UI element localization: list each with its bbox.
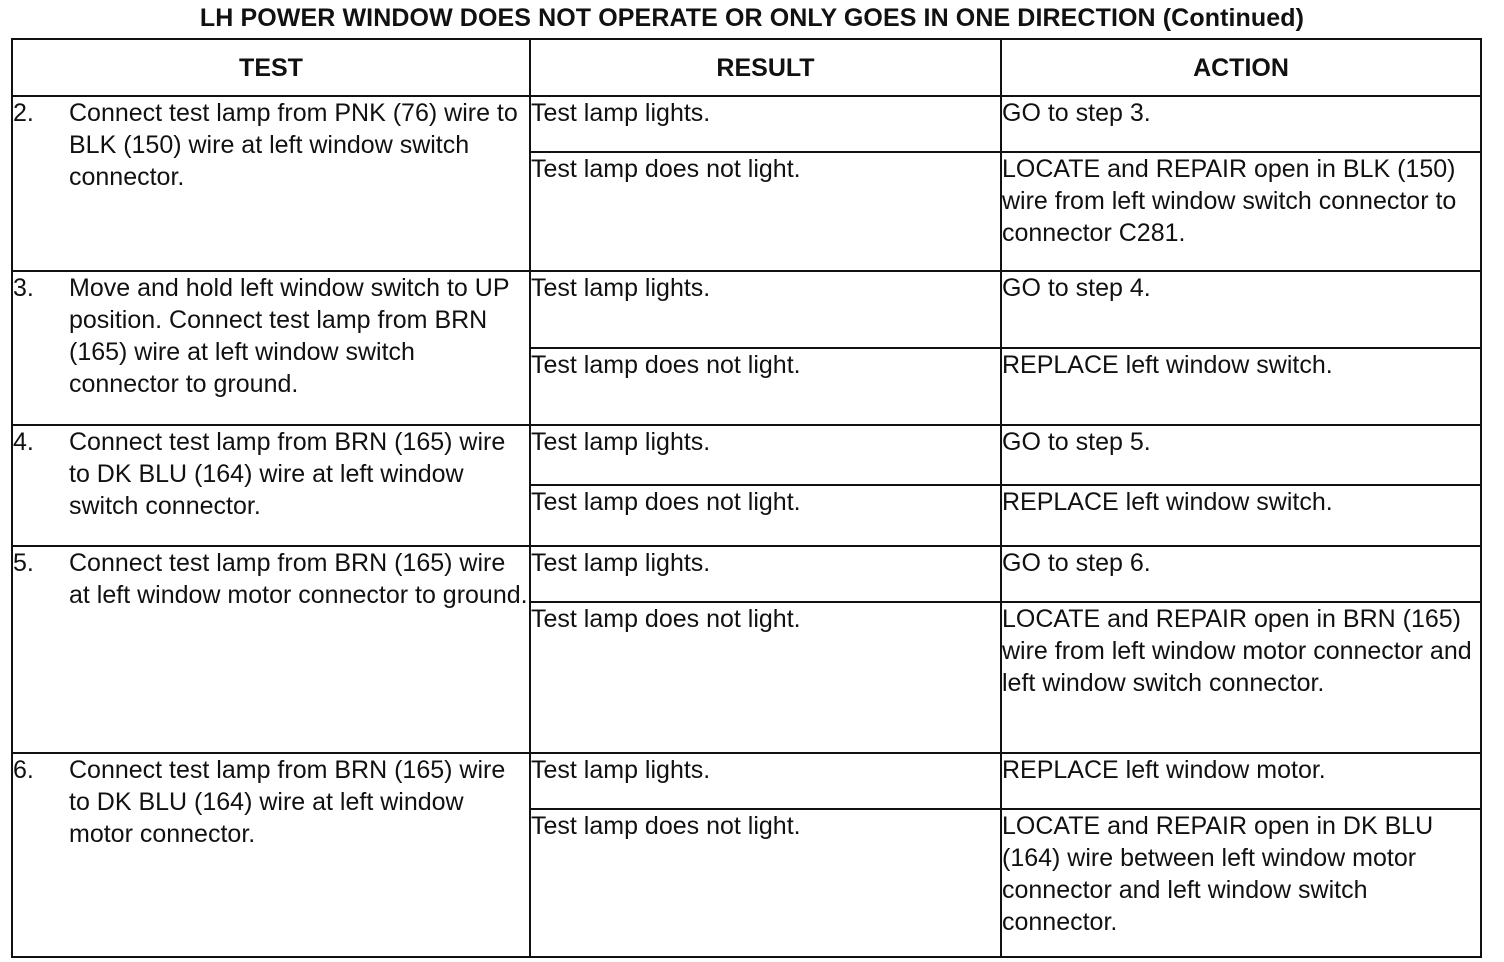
result-cell: Test lamp does not light. [530,348,1001,425]
action-cell: LOCATE and REPAIR open in DK BLU (164) wire between left window motor connector and left window switch connector. [1001,809,1481,957]
action-cell: REPLACE left window switch. [1001,348,1481,425]
action-cell: GO to step 5. [1001,425,1481,485]
step-number: 2. [13,99,34,127]
action-cell: REPLACE left window switch. [1001,485,1481,546]
table-row [12,96,1481,152]
test-description: Connect test lamp from BRN (165) wire to DK BLU (164) wire at left window motor connector. [69,756,506,848]
action-cell: LOCATE and REPAIR open in BRN (165) wire from left window motor connector and left window switch connector. [1001,602,1481,753]
header-row [12,39,1481,96]
result-cell: Test lamp does not light. [530,602,1001,753]
header-test: TEST [12,39,530,96]
table-row [12,425,1481,485]
step-number: 6. [13,756,34,784]
test-description: Connect test lamp from BRN (165) wire at left window motor connector to ground. [69,549,528,609]
test-cell [12,425,530,546]
result-cell: Test lamp lights. [530,546,1001,602]
table-row [12,753,1481,809]
result-cell: Test lamp does not light. [530,485,1001,546]
page-title: LH POWER WINDOW DOES NOT OPERATE OR ONLY GOES IN ONE DIRECTION (Continued) [199,4,1305,32]
action-cell: REPLACE left window motor. [1001,753,1481,809]
table-row [12,271,1481,348]
step-number: 3. [13,274,34,302]
action-cell: GO to step 4. [1001,271,1481,348]
action-cell: LOCATE and REPAIR open in BLK (150) wire from left window switch connector to connector C281. [1001,152,1481,271]
test-cell [12,546,530,753]
test-cell [12,271,530,425]
test-description: Connect test lamp from PNK (76) wire to BLK (150) wire at left window switch connector. [69,99,518,191]
test-description: Move and hold left window switch to UP position. Connect test lamp from BRN (165) wire at left window switch connector to ground. [69,274,510,398]
result-cell: Test lamp lights. [530,96,1001,152]
table-row [12,546,1481,602]
step-number: 5. [13,549,34,577]
header-result: RESULT [530,39,1001,96]
action-cell: GO to step 3. [1001,96,1481,152]
result-cell: Test lamp does not light. [530,152,1001,271]
header-action: ACTION [1001,39,1481,96]
test-description: Connect test lamp from BRN (165) wire to DK BLU (164) wire at left window switch connector. [69,428,506,520]
result-cell: Test lamp lights. [530,271,1001,348]
test-cell [12,96,530,271]
result-cell: Test lamp does not light. [530,809,1001,957]
test-cell [12,753,530,957]
step-number: 4. [13,428,34,456]
diagnostic-table [11,38,1482,958]
result-cell: Test lamp lights. [530,425,1001,485]
action-cell: GO to step 6. [1001,546,1481,602]
result-cell: Test lamp lights. [530,753,1001,809]
